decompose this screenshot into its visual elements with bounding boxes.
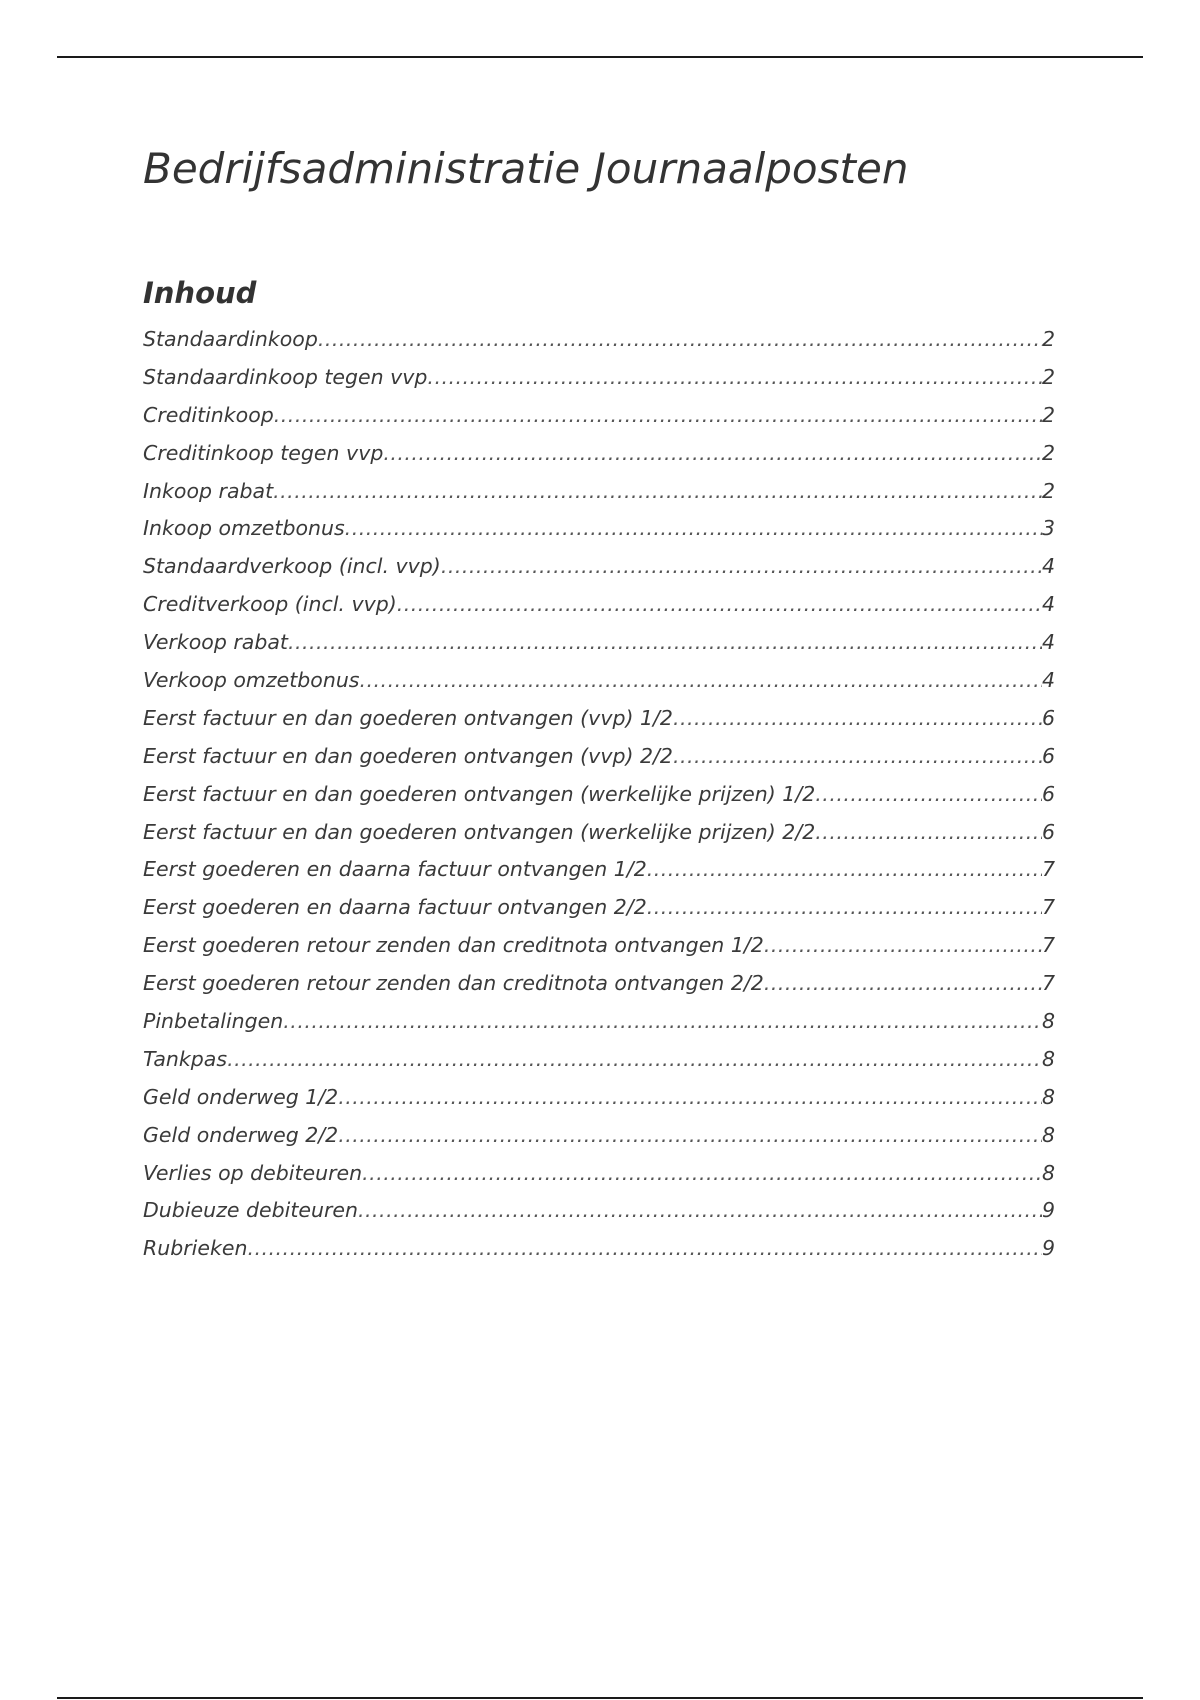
toc-entry[interactable] (143, 700, 1055, 738)
toc-entry-label: Inkoop rabat (143, 478, 274, 503)
toc-entry[interactable] (143, 1192, 1055, 1230)
toc-entry-page-number: 2 (1041, 327, 1055, 351)
toc-entry-label: Geld onderweg 2/2 (143, 1122, 339, 1147)
toc-entry-page-number: 2 (1041, 364, 1055, 389)
toc-entry-page-number: 2 (1041, 478, 1055, 503)
toc-entry-label: Verkoop omzetbonus (143, 668, 360, 693)
toc-entry[interactable] (143, 586, 1055, 624)
toc-entry-label: Creditinkoop (143, 402, 274, 427)
toc-dot-leader (283, 1003, 1042, 1041)
toc-entry-page-number: 2 (1041, 402, 1055, 427)
toc-entry-label: Verkoop rabat (143, 630, 288, 655)
table-of-contents (143, 321, 1055, 1268)
toc-dot-leader (815, 776, 1042, 814)
toc-entry-page-number: 7 (1041, 895, 1055, 920)
toc-entry[interactable] (143, 397, 1055, 435)
toc-dot-leader (288, 624, 1042, 662)
toc-entry-page-number: 9 (1041, 1236, 1055, 1261)
toc-dot-leader (764, 927, 1042, 965)
toc-entry-page-number: 4 (1041, 668, 1055, 693)
toc-dot-leader (764, 965, 1042, 1003)
toc-entry-label: Standaardinkoop tegen vvp (143, 364, 428, 389)
toc-entry-page-number: 6 (1041, 781, 1055, 806)
header-rule (57, 56, 1143, 58)
toc-entry[interactable] (143, 814, 1055, 852)
toc-entry-label: Eerst factuur en dan goederen ontvangen (werkelijke prijzen) 1/2 (143, 781, 816, 806)
toc-entry-page-number: 7 (1041, 857, 1055, 882)
toc-entry-page-number: 8 (1041, 1122, 1055, 1147)
toc-dot-leader (345, 510, 1042, 548)
toc-entry-label: Dubieuze debiteuren (143, 1198, 358, 1223)
toc-entry-label: Standaardinkoop (143, 327, 318, 351)
toc-entry-page-number: 4 (1041, 592, 1055, 617)
toc-dot-leader (647, 889, 1042, 927)
toc-entry[interactable] (143, 1003, 1055, 1041)
toc-dot-leader (647, 851, 1042, 889)
toc-entry-page-number: 2 (1041, 440, 1055, 465)
toc-entry-page-number: 7 (1041, 933, 1055, 958)
toc-entry-page-number: 8 (1041, 1160, 1055, 1185)
toc-dot-leader (673, 700, 1042, 738)
toc-entry-label: Eerst goederen en daarna factuur ontvangen 1/2 (143, 857, 647, 882)
toc-dot-leader (397, 586, 1042, 624)
toc-heading: Inhoud (143, 276, 257, 310)
toc-entry[interactable] (143, 321, 1055, 359)
toc-entry-label: Pinbetalingen (143, 1009, 284, 1034)
toc-entry-page-number: 8 (1041, 1046, 1055, 1071)
toc-dot-leader (358, 1192, 1042, 1230)
toc-entry-page-number: 4 (1041, 630, 1055, 655)
toc-entry[interactable] (143, 1230, 1055, 1268)
toc-dot-leader (318, 321, 1042, 359)
toc-entry[interactable] (143, 662, 1055, 700)
toc-entry[interactable] (143, 927, 1055, 965)
toc-entry[interactable] (143, 965, 1055, 1003)
toc-entry[interactable] (143, 359, 1055, 397)
footer-rule (57, 1697, 1143, 1699)
toc-entry[interactable] (143, 889, 1055, 927)
toc-entry[interactable] (143, 548, 1055, 586)
toc-entry-page-number: 6 (1041, 705, 1055, 730)
toc-entry[interactable] (143, 776, 1055, 814)
toc-entry-page-number: 8 (1041, 1084, 1055, 1109)
toc-entry[interactable] (143, 738, 1055, 776)
toc-entry-page-number: 9 (1041, 1198, 1055, 1223)
toc-dot-leader (247, 1230, 1041, 1268)
toc-dot-leader (815, 814, 1042, 852)
toc-entry-label: Rubrieken (143, 1236, 248, 1261)
toc-dot-leader (273, 473, 1042, 511)
toc-entry[interactable] (143, 1041, 1055, 1079)
toc-dot-leader (227, 1041, 1042, 1079)
toc-dot-leader (383, 435, 1042, 473)
toc-entry[interactable] (143, 851, 1055, 889)
toc-entry-page-number: 6 (1041, 819, 1055, 844)
toc-dot-leader (427, 359, 1042, 397)
toc-entry-page-number: 6 (1041, 743, 1055, 768)
toc-entry-label: Inkoop omzetbonus (143, 516, 345, 541)
toc-entry-label: Eerst factuur en dan goederen ontvangen (vvp) 2/2 (143, 743, 673, 768)
toc-entry[interactable] (143, 510, 1055, 548)
toc-entry-label: Eerst factuur en dan goederen ontvangen (werkelijke prijzen) 2/2 (143, 819, 816, 844)
toc-entry-label: Creditinkoop tegen vvp (143, 440, 384, 465)
toc-dot-leader (360, 662, 1042, 700)
toc-dot-leader (274, 397, 1042, 435)
toc-entry-label: Verlies op debiteuren (143, 1160, 363, 1185)
toc-entry-page-number: 7 (1041, 971, 1055, 996)
toc-entry[interactable] (143, 435, 1055, 473)
document-title: Bedrijfsadministratie Journaalposten (143, 144, 909, 193)
toc-entry[interactable] (143, 473, 1055, 511)
toc-dot-leader (673, 738, 1042, 776)
toc-dot-leader (338, 1117, 1042, 1155)
toc-entry-page-number: 4 (1041, 554, 1055, 579)
toc-entry-label: Tankpas (143, 1046, 228, 1071)
toc-entry[interactable] (143, 1155, 1055, 1193)
toc-entry[interactable] (143, 1117, 1055, 1155)
toc-entry-label: Eerst factuur en dan goederen ontvangen (vvp) 1/2 (143, 705, 673, 730)
toc-dot-leader (441, 548, 1042, 586)
toc-entry-label: Eerst goederen retour zenden dan creditnota ontvangen 2/2 (143, 971, 764, 996)
toc-entry[interactable] (143, 1079, 1055, 1117)
toc-entry-label: Eerst goederen retour zenden dan creditnota ontvangen 1/2 (143, 933, 764, 958)
toc-entry-label: Creditverkoop (incl. vvp) (143, 592, 397, 617)
toc-dot-leader (338, 1079, 1042, 1117)
toc-entry-label: Eerst goederen en daarna factuur ontvangen 2/2 (143, 895, 647, 920)
toc-entry[interactable] (143, 624, 1055, 662)
toc-entry-page-number: 3 (1041, 516, 1055, 541)
toc-entry-label: Standaardverkoop (incl. vvp) (143, 554, 441, 579)
toc-entry-label: Geld onderweg 1/2 (143, 1084, 339, 1109)
toc-entry-page-number: 8 (1041, 1009, 1055, 1034)
toc-dot-leader (362, 1155, 1042, 1193)
